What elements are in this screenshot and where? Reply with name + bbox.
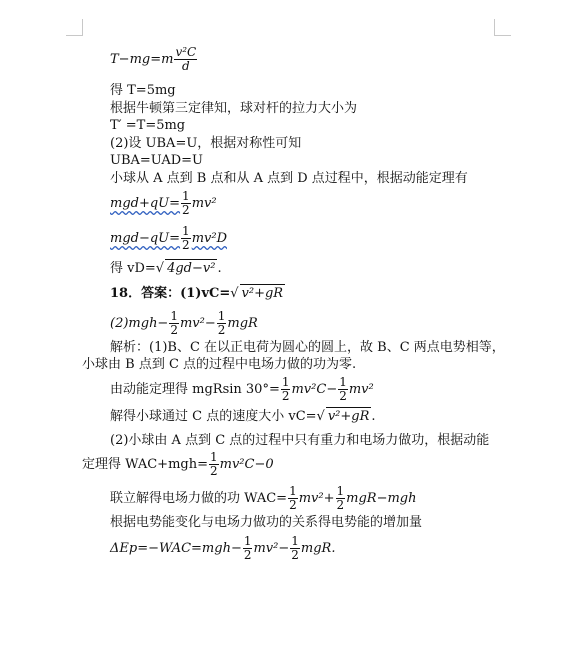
equation-line-9 (110, 225, 227, 252)
fraction (281, 376, 291, 403)
fraction (288, 485, 298, 512)
numerator: v²C (175, 45, 197, 59)
equation-line-10 (110, 259, 222, 277)
numerator: 1 (210, 450, 218, 464)
numerator: 1 (281, 375, 290, 389)
text: mv² (191, 196, 217, 211)
text: 解得小球通过 C 点的速度大小 vC= (110, 409, 317, 424)
text: mgd−qU= (110, 231, 181, 246)
text: mgR. (300, 541, 336, 556)
equation-line-19 (110, 485, 417, 512)
numerator: 1 (182, 224, 190, 238)
denominator: 2 (289, 498, 297, 512)
text-line-14: 小球由 B 点到 C 点的过程中电场力做的功为零. (82, 357, 357, 372)
text: mgR−mgh (346, 491, 417, 506)
sqrt-body: v²+gR (241, 286, 284, 301)
text: 由动能定理得 mgRsin 30°= (110, 382, 280, 397)
denominator: d (181, 59, 190, 73)
fraction (336, 485, 346, 512)
sqrt-sign: √ (316, 409, 325, 424)
denominator: 2 (210, 464, 218, 478)
sqrt-body: 4gd−v² (167, 261, 216, 276)
text: mv²D (191, 231, 227, 246)
denominator: 2 (170, 323, 178, 337)
text: 定理得 WAC+mgh= (82, 457, 208, 472)
text: . (217, 261, 222, 276)
text: 联立解得电场力做的功 WAC= (110, 491, 288, 506)
text: mv²− (253, 541, 290, 556)
denominator: 2 (339, 389, 347, 403)
fraction (209, 451, 219, 478)
text-line-13: 解析：(1)B、C 在以正电荷为圆心的圆上，故 B、C 两点电势相等， (110, 340, 505, 355)
sqrt-body: v²+gR (327, 409, 370, 424)
fraction (181, 190, 191, 217)
text: −mg=m (118, 52, 174, 67)
equation-line-21 (110, 535, 335, 562)
sqrt-sign: √ (155, 261, 165, 276)
numerator: 1 (182, 189, 190, 203)
denominator: 2 (217, 323, 226, 337)
text: mv²C−0 (219, 457, 274, 472)
sqrt-sign: √ (230, 286, 239, 301)
denominator: 2 (182, 203, 190, 217)
fraction (243, 535, 253, 562)
text: mv² (348, 382, 374, 397)
equation-line-16 (110, 407, 376, 425)
text: T (110, 52, 119, 67)
answer-line-18 (110, 284, 285, 302)
denominator: 2 (243, 548, 252, 562)
text-line-5: (2)设 UBA=U，根据对称性可知 (110, 136, 302, 151)
equation-line-12 (110, 310, 258, 337)
text-line-3: 根据牛顿第三定律知，球对杆的拉力大小为 (110, 101, 358, 116)
denominator: 2 (291, 548, 299, 562)
numerator: 1 (170, 309, 178, 323)
text-line-2: 得 T=5mg (110, 83, 176, 98)
fraction (290, 535, 300, 562)
text-line-20: 根据电势能变化与电场力做功的关系得电势能的增加量 (110, 515, 423, 530)
denominator: 2 (281, 389, 290, 403)
fraction (217, 310, 227, 337)
text-line-17: (2)小球由 A 点到 C 点的过程中只有重力和电场力做功，根据动能 (110, 433, 490, 448)
numerator: 1 (217, 309, 226, 323)
fraction (338, 376, 348, 403)
numerator: 1 (336, 484, 345, 498)
numerator: 1 (339, 375, 347, 389)
equation-line-1 (110, 46, 198, 73)
text-line-4: T′ =T=5mg (110, 118, 186, 133)
text: mgd+qU= (110, 196, 181, 211)
text: ΔEp=−WAC=mgh− (110, 541, 242, 556)
text-line-6: UBA=UAD=U (110, 153, 204, 168)
numerator: 1 (289, 484, 297, 498)
text-line-7: 小球从 A 点到 B 点和从 A 点到 D 点过程中，根据动能定理有 (110, 171, 468, 186)
text: mgR (227, 316, 258, 331)
numerator: 1 (243, 534, 252, 548)
fraction (181, 225, 191, 252)
numerator: 1 (291, 534, 299, 548)
answer-label: 18．答案：(1)vC= (110, 286, 231, 301)
text: mv²− (179, 316, 216, 331)
text: mv²C− (291, 382, 338, 397)
equation-line-15 (110, 376, 374, 403)
fraction (169, 310, 179, 337)
text: (2)mgh− (110, 316, 169, 331)
text: 得 vD= (110, 261, 156, 276)
denominator: 2 (336, 498, 345, 512)
crop-mark-top-left (66, 19, 83, 36)
equation-line-18 (82, 451, 274, 478)
denominator: 2 (182, 238, 190, 252)
equation-line-8 (110, 190, 217, 217)
crop-mark-top-right (494, 19, 511, 36)
fraction (174, 46, 197, 73)
text: . (371, 409, 376, 424)
text: mv²+ (298, 491, 335, 506)
